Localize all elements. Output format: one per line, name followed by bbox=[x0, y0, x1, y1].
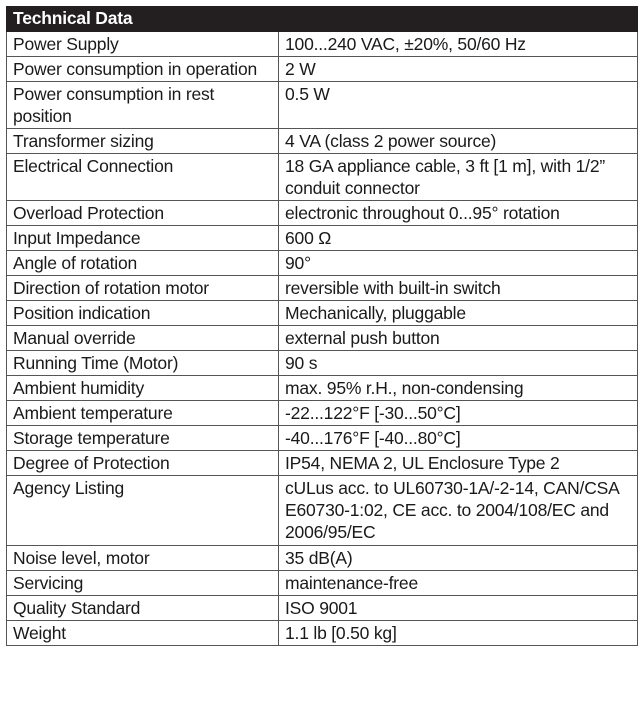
row-label: Storage temperature bbox=[7, 426, 279, 451]
row-label: Power consumption in operation bbox=[7, 57, 279, 82]
row-value: 2 W bbox=[279, 57, 638, 82]
row-label: Ambient humidity bbox=[7, 376, 279, 401]
row-value: 1.1 lb [0.50 kg] bbox=[279, 621, 638, 646]
table-row bbox=[7, 401, 638, 426]
row-label: Angle of rotation bbox=[7, 251, 279, 276]
table-row bbox=[7, 32, 638, 57]
row-label: Servicing bbox=[7, 571, 279, 596]
table-row bbox=[7, 82, 638, 129]
row-value: IP54, NEMA 2, UL Enclosure Type 2 bbox=[279, 451, 638, 476]
table-row bbox=[7, 57, 638, 82]
table-row bbox=[7, 201, 638, 226]
table-row bbox=[7, 546, 638, 571]
row-value: 4 VA (class 2 power source) bbox=[279, 129, 638, 154]
row-label: Manual override bbox=[7, 326, 279, 351]
row-value: cULus acc. to UL60730-1A/-2-14, CAN/CSA E60730-1:02, CE acc. to 2004/108/EC and 2006/95/EC bbox=[279, 476, 638, 546]
table-row bbox=[7, 276, 638, 301]
row-value: 100...240 VAC, ±20%, 50/60 Hz bbox=[279, 32, 638, 57]
row-value: electronic throughout 0...95° rotation bbox=[279, 201, 638, 226]
row-value: 35 dB(A) bbox=[279, 546, 638, 571]
table-row bbox=[7, 476, 638, 546]
row-value: reversible with built-in switch bbox=[279, 276, 638, 301]
table-row bbox=[7, 301, 638, 326]
table-row bbox=[7, 326, 638, 351]
table-row bbox=[7, 451, 638, 476]
technical-data-table bbox=[6, 6, 638, 646]
row-label: Transformer sizing bbox=[7, 129, 279, 154]
row-value: -22...122°F [-30...50°C] bbox=[279, 401, 638, 426]
row-label: Ambient temperature bbox=[7, 401, 279, 426]
row-value: ISO 9001 bbox=[279, 596, 638, 621]
row-label: Weight bbox=[7, 621, 279, 646]
row-value: external push button bbox=[279, 326, 638, 351]
table-row bbox=[7, 351, 638, 376]
row-value: 90 s bbox=[279, 351, 638, 376]
row-label: Input Impedance bbox=[7, 226, 279, 251]
table-row bbox=[7, 251, 638, 276]
table-row bbox=[7, 571, 638, 596]
row-label: Noise level, motor bbox=[7, 546, 279, 571]
row-label: Quality Standard bbox=[7, 596, 279, 621]
row-label: Overload Protection bbox=[7, 201, 279, 226]
row-label: Running Time (Motor) bbox=[7, 351, 279, 376]
row-value: Mechanically, pluggable bbox=[279, 301, 638, 326]
row-value: 0.5 W bbox=[279, 82, 638, 129]
row-value: 18 GA appliance cable, 3 ft [1 m], with 1/2” conduit connector bbox=[279, 154, 638, 201]
row-value: max. 95% r.H., non-condensing bbox=[279, 376, 638, 401]
table-row bbox=[7, 154, 638, 201]
table-row bbox=[7, 596, 638, 621]
table-row bbox=[7, 129, 638, 154]
row-value: -40...176°F [-40...80°C] bbox=[279, 426, 638, 451]
row-label: Power Supply bbox=[7, 32, 279, 57]
table-row bbox=[7, 621, 638, 646]
table-row bbox=[7, 376, 638, 401]
row-label: Degree of Protection bbox=[7, 451, 279, 476]
row-label: Electrical Connection bbox=[7, 154, 279, 201]
table-row bbox=[7, 426, 638, 451]
row-value: 600 Ω bbox=[279, 226, 638, 251]
row-value: maintenance-free bbox=[279, 571, 638, 596]
row-value: 90° bbox=[279, 251, 638, 276]
row-label: Direction of rotation motor bbox=[7, 276, 279, 301]
table-row bbox=[7, 226, 638, 251]
row-label: Power consumption in rest position bbox=[7, 82, 279, 129]
table-header-row bbox=[7, 7, 638, 32]
row-label: Agency Listing bbox=[7, 476, 279, 546]
row-label: Position indication bbox=[7, 301, 279, 326]
table-title: Technical Data bbox=[7, 7, 638, 32]
